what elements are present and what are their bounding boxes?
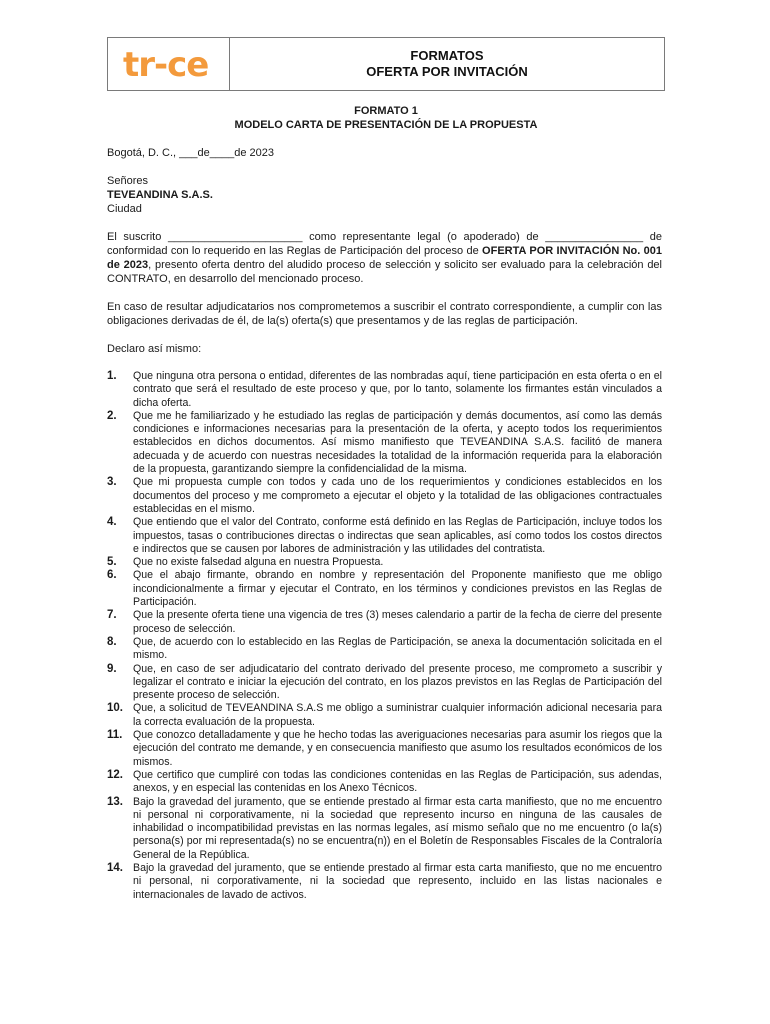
list-item: 6. Que el abajo firmante, obrando en nombre y representación del Proponente manifiesto que me obligo incondicionalmente a firmar y ejecutar el Contrato, en los términos y condiciones previstos en las Reglas de Participación. [107, 569, 662, 609]
list-item: 4. Que entiendo que el valor del Contrato, conforme está definido en las Reglas de Participación, incluye todos los impuestos, tasas o contribuciones directas o indirectas que sean aplicables, así como todos los costos directos e indirectos que se causen por labores de administración y las utilidades del contratista. [107, 516, 662, 555]
list-item: 9. Que, en caso de ser adjudicatario del contrato derivado del presente proceso, me comprometo a suscribir y legalizar el contrato e iniciar la ejecución del contrato, en los plazos previstos en las Reglas de Participación del presente proceso de selección. [107, 662, 662, 702]
list-item: 14. Bajo la gravedad del juramento, que se entiende prestado al firmar esta carta manifiesto, que no me encuentro ni personal, ni corporativamente, ni la sociedad que represento, incluido en las listas nacionales e internacionales de lavado de activos. [107, 861, 662, 901]
letter-body [107, 146, 662, 902]
commitment-paragraph: En caso de resultar adjudicatarios nos comprometemos a suscribir el contrato correspondiente, a cumplir con las obligaciones derivadas de él, de la(s) oferta(s) que presentamos y de las reglas de participación. [107, 301, 662, 327]
format-title [107, 104, 665, 132]
trece-logo [121, 46, 217, 82]
declaro-line: Declaro así mismo: [107, 343, 202, 355]
list-item: 5. Que no existe falsedad alguna en nuestra Propuesta. [107, 556, 384, 569]
company-name: TEVEANDINA S.A.S. [107, 189, 213, 201]
city: Ciudad [107, 203, 142, 215]
list-item: 11. Que conozco detalladamente y que he hecho todas las averiguaciones necesarias para asumir los riegos que la ejecución del contrato me demande, y en consecuencia manifiesto que asumo los resultados económicos de los mismos. [107, 729, 662, 768]
list-item: 12. Que certifico que cumpliré con todas las condiciones contenidas en las Reglas de Participación, sus adendas, anexos, y en especial las contenidas en los Anexo Técnicos. [107, 768, 662, 795]
intro-paragraph: El suscrito ______________________ como representante legal (o apoderado) de ________________ de conformidad con lo requerido en las Reglas de Participación del proceso de OFERTA POR INVITACIÓN No. 001 de 2023, presento oferta dentro del aludido proceso de selección y solicito ser evaluado para la celebración del CONTRATO, en desarrollo del mencionado proceso. [107, 231, 663, 285]
list-item: 3. Que mi propuesta cumple con todos y cada uno de los requerimientos y condiciones establecidos en los documentos del proceso y me comprometo a ejecutar el objeto y la totalidad de las obligaciones contractuales establecidas en el mismo. [107, 476, 662, 515]
list-item: 8. Que, de acuerdo con lo establecido en las Reglas de Participación, se anexa la documentación solicitada en el mismo. [107, 635, 662, 662]
logo-cell [108, 38, 230, 90]
header-title-line2: OFERTA POR INVITACIÓN [366, 64, 528, 79]
list-item: 1. Que ninguna otra persona o entidad, diferentes de las nombradas aquí, tiene participación en esta oferta o en el contrato que será el resultado de este proceso y que, por lo tanto, solamente los firmantes están vinculados a dicha oferta. [107, 370, 662, 409]
salutation: Señores [107, 175, 148, 187]
list-item: 2. Que me he familiarizado y he estudiado las reglas de participación y demás documentos, así como las demás condiciones e informaciones necesarias para la presentación de la oferta, y acepto todos los requerimientos establecidos en dichos documentos. Así mismo manifiesto que TEVEANDINA S.A.S. facilitó de manera adecuada y de acuerdo con nuestras necesidades la totalidad de la información requerida para la elaboración de la propuesta, garantizando siempre la confidencialidad de la misma. [107, 409, 662, 476]
list-item: 7. Que la presente oferta tiene una vigencia de tres (3) meses calendario a partir de la fecha de cierre del presente proceso de selección. [107, 609, 662, 635]
addressee-block [107, 174, 662, 216]
header-title-line1: FORMATOS [410, 48, 484, 63]
list-item: 13. Bajo la gravedad del juramento, que se entiende prestado al firmar esta carta manifiesto, que no me encuentro ni personal ni corporativamente, ni la sociedad que represento incurso en ninguna de las causales de inhabilidad o incompatibilidad previstas en las normas legales, así mismo señalo que no me encuentro (o la(s) persona(s) por mi representada(s) no se encuentra(n)) en el Boletín de Responsables Fiscales de la Contraloría General de la República. [107, 795, 662, 861]
format-subtitle: MODELO CARTA DE PRESENTACIÓN DE LA PROPUESTA [234, 119, 538, 131]
date-line: Bogotá, D. C., ___de____de 2023 [107, 147, 274, 159]
document-header [107, 37, 665, 91]
header-title [230, 38, 664, 90]
list-item: 10. Que, a solicitud de TEVEANDINA S.A.S me obligo a suministrar cualquier información adicional necesaria para la correcta evaluación de la propuesta. [107, 702, 662, 728]
declarations-list [107, 370, 662, 902]
logo-text: tr-ce [122, 46, 208, 82]
format-number: FORMATO 1 [354, 105, 418, 117]
